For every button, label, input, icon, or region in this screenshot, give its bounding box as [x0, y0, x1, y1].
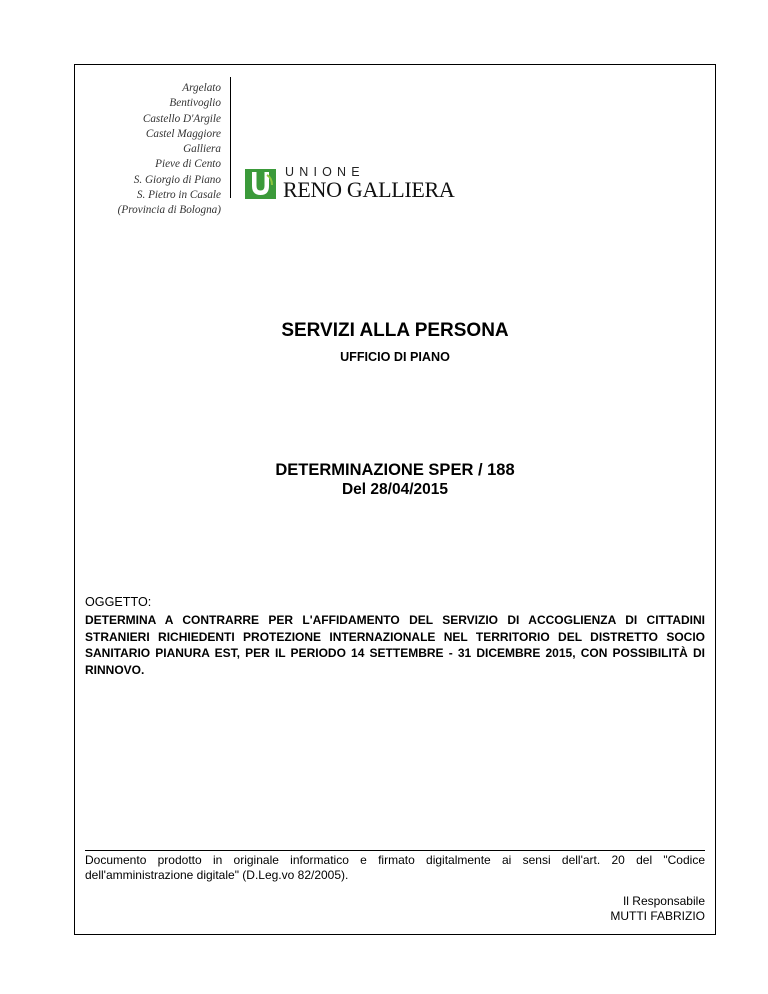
municipality-item: S. Giorgio di Piano — [133, 173, 221, 186]
municipality-item: S. Pietro in Casale — [136, 189, 221, 202]
determination-date: Del 28/04/2015 — [341, 481, 448, 498]
office-title: UFFICIO DI PIANO — [340, 350, 450, 364]
logo-name-text: RENO GALLIERA — [283, 177, 455, 202]
municipality-item: Galliera — [183, 143, 221, 156]
document-frame — [74, 64, 716, 935]
signature-block — [610, 894, 705, 924]
signatory-role: Il Responsabile — [622, 894, 705, 908]
municipality-item: Castel Maggiore — [145, 127, 221, 140]
municipality-item: Pieve di Cento — [155, 158, 221, 171]
department-title: SERVIZI ALLA PERSONA — [281, 320, 509, 341]
municipality-item: Castello D'Argile — [142, 112, 221, 125]
footer-note: Documento prodotto in originale informatico e firmato digitalmente ai sensi dell'art. 20 del "Codice dell'amministrazione digitale" (D.Leg.vo 82/2005). — [85, 853, 705, 882]
signatory-name: MUTTI FABRIZIO — [610, 909, 705, 923]
determination-title: DETERMINAZIONE SPER / 188 — [275, 461, 515, 479]
subject-text: DETERMINA A CONTRARRE PER L'AFFIDAMENTO DEL SERVIZIO DI ACCOGLIENZA DI CITTADINI STRANIERI RICHIEDENTI PROTEZIONE INTERNAZIONALE NEL TERRITORIO DEL DISTRETTO SOCIO SANITARIO PIANURA EST, PER IL PERIODO 14 SETTEMBRE - 31 DICEMBRE 2015, CON POSSIBILITÀ DI RINNOVO. — [85, 613, 705, 677]
municipalities-list — [75, 81, 221, 219]
logo-unione-text: UNIONE — [285, 165, 365, 179]
municipality-item: Argelato — [182, 82, 221, 94]
footer-divider — [85, 850, 705, 851]
subject-label: OGGETTO: — [85, 595, 152, 609]
u-logo-icon — [245, 169, 276, 199]
municipality-item: Bentivoglio — [169, 97, 221, 110]
municipality-item: (Provincia di Bologna) — [117, 204, 221, 217]
header-divider — [230, 77, 231, 198]
